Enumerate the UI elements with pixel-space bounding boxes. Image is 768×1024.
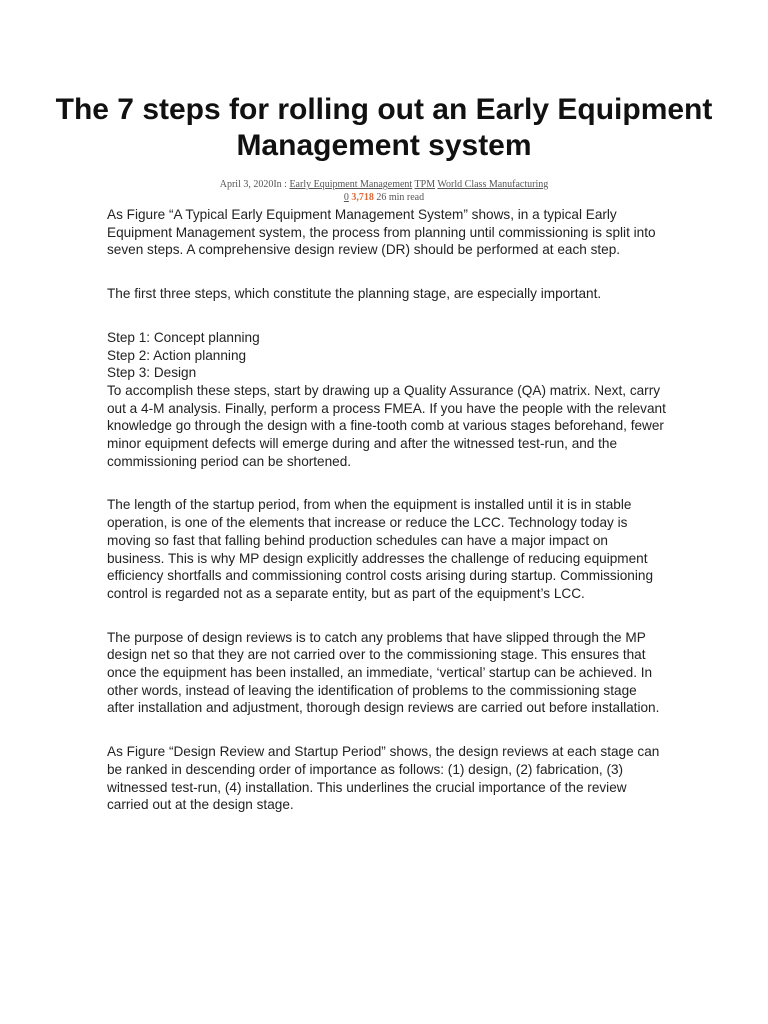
article-title: The 7 steps for rolling out an Early Equipment Management system [55,93,713,162]
paragraph-intro: As Figure “A Typical Early Equipment Management System” shows, in a typical Early Equipment Management system, the process from planning until commissioning is split into seven steps. A comprehensive design review (DR) should be performed at each step. [107,207,656,258]
paragraph-design-reviews-purpose: The purpose of design reviews is to catch any problems that have slipped through the MP design net so that they are not carried over to the commissioning stage. This ensures that once the equipment has been installed, an immediate, ‘vertical’ startup can be achieved. In other words, instead of leaving the identification of problems to the commissioning stage after installation and adjustment, thorough design reviews are carried out before installation. [107,629,660,716]
step-item-3: Step 3: Design [107,365,197,381]
step-item-2: Step 2: Action planning [107,347,247,363]
paragraph-design-review-ranking: As Figure “Design Review and Startup Period” shows, the design reviews at each stage can be ranked in descending order of importance as follows: (1) design, (2) fabrication, (3) witnessed test-run, (4) installation. This underlines the crucial importance of the review carried out at the design stage. [107,744,660,813]
paragraph-startup-period: The length of the startup period, from when the equipment is installed until it is in stable operation, is one of the elements that increase or reduce the LCC. Technology today is moving so fast that falling behind production schedules can have a major impact on business. This is why MP design explicitly addresses the challenge of reducing equipment efficiency shortfalls and commissioning control costs arising during startup. Commissioning control is regarded not as a separate entity, but as part of the equipment’s LCC. [107,497,653,601]
comments-count-link[interactable]: 0 [343,192,349,203]
category-link-early-equipment-management[interactable]: Early Equipment Management [289,179,413,190]
steps-list [107,329,667,382]
meta-line-2 [40,191,728,204]
paragraph-planning-stage: The first three steps, which constitute the planning stage, are especially important. [107,286,602,302]
meta-date: April 3, 2020In : [219,179,290,190]
step-item-1: Step 1: Concept planning [107,329,260,345]
article-meta [40,178,728,204]
category-link-world-class-manufacturing[interactable]: World Class Manufacturing [437,179,549,190]
article-body [107,206,667,840]
paragraph-qa-matrix: To accomplish these steps, start by drawing up a Quality Assurance (QA) matrix. Next, carry out a 4-M analysis. Finally, perform a process FMEA. If you have the people with the relevant knowledge go through the design with a fine-tooth comb at various stages beforehand, fewer minor equipment defects will emerge during and after the witnessed test-run, and the commissioning period can be shortened. [107,382,666,469]
meta-line-1 [40,178,728,191]
read-time: 26 min read [376,192,425,203]
views-count: 3,718 [351,192,374,203]
category-link-tpm[interactable]: TPM [414,179,436,190]
